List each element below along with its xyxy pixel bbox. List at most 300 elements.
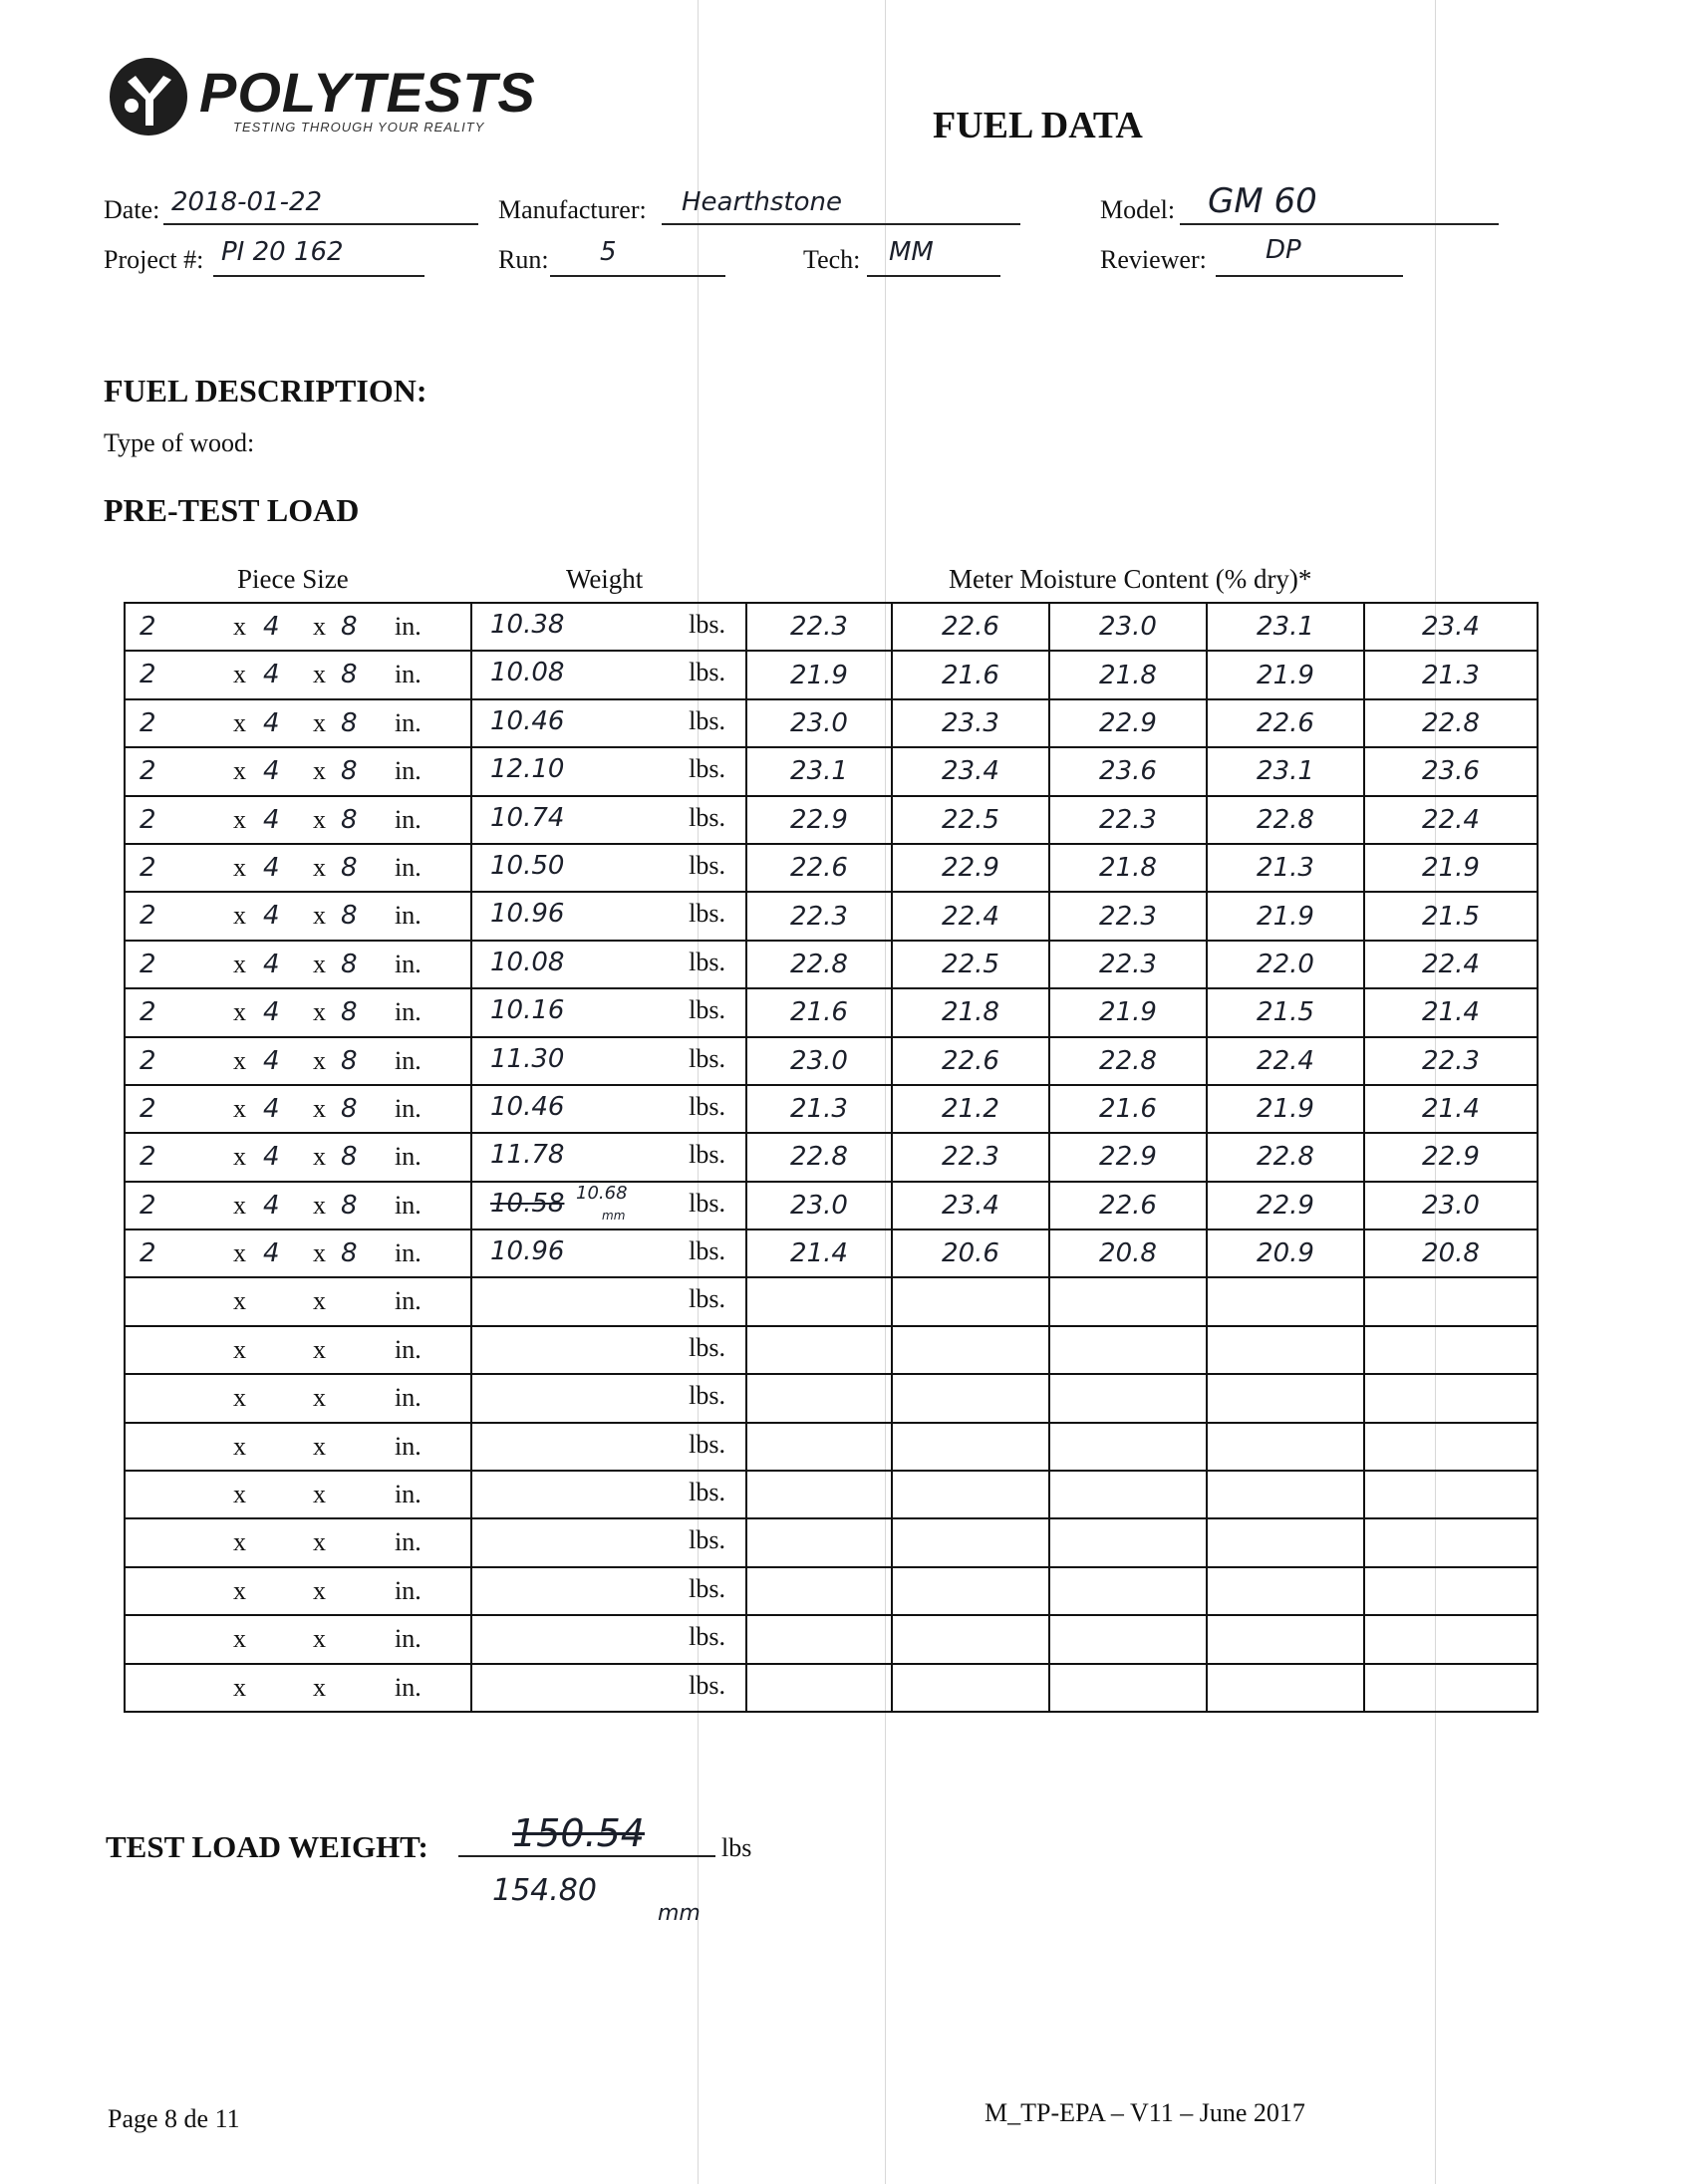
moisture-reading: 22.9	[1049, 1133, 1207, 1181]
test-load-weight-field	[458, 1855, 715, 1857]
piece-x-separator: x	[233, 852, 246, 882]
moisture-reading: 21.9	[1207, 651, 1364, 698]
moisture-reading: 22.4	[892, 892, 1049, 940]
weight-value: 11.78	[490, 1140, 565, 1171]
piece-unit: in.	[395, 1142, 422, 1172]
piece-x-separator: x	[233, 1672, 246, 1702]
piece-x-separator: x	[233, 1045, 246, 1075]
piece-x-separator: x	[233, 1527, 246, 1557]
moisture-reading	[892, 1471, 1049, 1518]
piece-unit: in.	[395, 1527, 422, 1557]
piece-size-cell	[125, 1374, 471, 1422]
piece-dim-a: 2	[140, 1238, 156, 1269]
piece-unit: in.	[395, 1190, 422, 1220]
moisture-reading: 20.8	[1049, 1229, 1207, 1277]
model-label: Model:	[1100, 195, 1176, 224]
piece-unit: in.	[395, 1334, 422, 1364]
piece-x-separator: x	[233, 756, 246, 786]
moisture-reading: 20.9	[1207, 1229, 1364, 1277]
moisture-reading: 22.6	[1207, 699, 1364, 747]
moisture-reading	[892, 1518, 1049, 1566]
tech-field	[867, 237, 1000, 277]
weight-cell	[471, 699, 746, 747]
project-label: Project #:	[104, 245, 204, 274]
moisture-reading: 23.1	[746, 747, 892, 795]
table-row	[125, 1277, 1538, 1325]
piece-x-separator: x	[313, 756, 326, 786]
piece-size-cell	[125, 1277, 471, 1325]
weight-unit: lbs.	[689, 1284, 725, 1314]
piece-x-separator: x	[233, 1142, 246, 1172]
piece-x-separator: x	[313, 804, 326, 834]
moisture-reading	[1049, 1471, 1207, 1518]
weight-cell	[471, 796, 746, 844]
piece-dim-c: 8	[341, 901, 358, 932]
piece-dim-b: 4	[263, 1142, 280, 1173]
moisture-reading: 20.8	[1364, 1229, 1538, 1277]
moisture-reading: 22.6	[1049, 1182, 1207, 1229]
moisture-reading	[1364, 1615, 1538, 1663]
correction-initials: mm	[602, 1208, 626, 1223]
moisture-reading: 21.5	[1207, 988, 1364, 1036]
moisture-reading: 22.6	[892, 1037, 1049, 1085]
piece-size-cell	[125, 1615, 471, 1663]
moisture-reading: 21.9	[1364, 844, 1538, 892]
test-load-weight-unit: lbs	[721, 1833, 752, 1862]
moisture-reading	[746, 1664, 892, 1712]
weight-cell	[471, 1133, 746, 1181]
moisture-reading	[1049, 1277, 1207, 1325]
piece-unit: in.	[395, 1480, 422, 1509]
piece-size-cell	[125, 699, 471, 747]
piece-unit: in.	[395, 756, 422, 786]
weight-unit: lbs.	[689, 947, 725, 976]
table-row	[125, 988, 1538, 1036]
piece-size-cell	[125, 1326, 471, 1374]
table-row	[125, 1326, 1538, 1374]
moisture-reading: 22.8	[1207, 796, 1364, 844]
weight-value: 10.58	[490, 1188, 565, 1219]
table-row	[125, 1423, 1538, 1471]
weight-value: 10.16	[490, 995, 565, 1026]
moisture-reading: 22.8	[746, 941, 892, 988]
piece-dim-a: 2	[140, 1045, 156, 1076]
piece-dim-b: 4	[263, 1238, 280, 1269]
piece-x-separator: x	[313, 1575, 326, 1605]
piece-size-cell	[125, 747, 471, 795]
moisture-reading	[1049, 1518, 1207, 1566]
piece-size-cell	[125, 651, 471, 698]
tech-label: Tech:	[803, 245, 861, 274]
moisture-reading	[746, 1326, 892, 1374]
weight-unit: lbs.	[689, 995, 725, 1025]
piece-dim-c: 8	[341, 949, 358, 979]
table-row	[125, 1182, 1538, 1229]
moisture-reading: 22.8	[1049, 1037, 1207, 1085]
weight-value: 10.96	[490, 899, 565, 930]
table-row	[125, 699, 1538, 747]
moisture-reading	[1049, 1423, 1207, 1471]
weight-unit: lbs.	[689, 1236, 725, 1266]
model-field	[1180, 181, 1499, 225]
moisture-reading: 22.3	[892, 1133, 1049, 1181]
piece-x-separator: x	[313, 1624, 326, 1654]
moisture-reading	[1364, 1567, 1538, 1615]
weight-correction: 10.68	[576, 1182, 628, 1204]
piece-dim-c: 8	[341, 1142, 358, 1173]
weight-unit: lbs.	[689, 1429, 725, 1459]
piece-x-separator: x	[233, 1334, 246, 1364]
moisture-reading: 21.9	[1207, 1085, 1364, 1133]
document-reference: M_TP-EPA – V11 – June 2017	[985, 2098, 1305, 2127]
moisture-reading	[1207, 1374, 1364, 1422]
moisture-reading	[892, 1326, 1049, 1374]
moisture-reading: 21.6	[1049, 1085, 1207, 1133]
moisture-reading	[1364, 1277, 1538, 1325]
moisture-reading: 21.3	[1207, 844, 1364, 892]
moisture-reading	[746, 1423, 892, 1471]
moisture-reading: 21.8	[892, 988, 1049, 1036]
moisture-reading: 23.1	[1207, 603, 1364, 651]
weight-unit: lbs.	[689, 658, 725, 687]
piece-x-separator: x	[313, 1672, 326, 1702]
piece-dim-b: 4	[263, 707, 280, 738]
piece-x-separator: x	[313, 1190, 326, 1220]
moisture-reading	[1207, 1423, 1364, 1471]
weight-unit: lbs.	[689, 1140, 725, 1170]
polytests-logo	[108, 56, 546, 139]
moisture-reading	[1207, 1664, 1364, 1712]
piece-x-separator: x	[313, 1093, 326, 1123]
piece-unit: in.	[395, 804, 422, 834]
moisture-reading	[1364, 1423, 1538, 1471]
moisture-reading: 21.3	[746, 1085, 892, 1133]
moisture-reading: 23.3	[892, 699, 1049, 747]
piece-x-separator: x	[313, 1527, 326, 1557]
test-load-weight-struck: 150.54	[512, 1811, 645, 1855]
piece-x-separator: x	[313, 660, 326, 689]
piece-x-separator: x	[313, 901, 326, 931]
table-row	[125, 603, 1538, 651]
piece-dim-b: 4	[263, 660, 280, 690]
piece-unit: in.	[395, 1238, 422, 1268]
moisture-reading	[892, 1615, 1049, 1663]
moisture-reading: 21.9	[746, 651, 892, 698]
weight-unit: lbs.	[689, 1622, 725, 1652]
piece-dim-b: 4	[263, 612, 280, 642]
moisture-reading	[1207, 1615, 1364, 1663]
moisture-reading	[1049, 1567, 1207, 1615]
weight-cell	[471, 1229, 746, 1277]
piece-x-separator: x	[313, 612, 326, 641]
piece-x-separator: x	[313, 707, 326, 737]
project-field	[213, 237, 424, 277]
moisture-reading: 21.4	[1364, 988, 1538, 1036]
moisture-reading	[1049, 1326, 1207, 1374]
moisture-reading: 21.8	[1049, 651, 1207, 698]
run-label: Run:	[498, 245, 549, 274]
moisture-reading: 22.3	[1049, 892, 1207, 940]
table-row	[125, 1615, 1538, 1663]
moisture-reading: 22.6	[746, 844, 892, 892]
moisture-reading: 22.9	[746, 796, 892, 844]
piece-x-separator: x	[313, 852, 326, 882]
piece-x-separator: x	[313, 997, 326, 1027]
weight-unit: lbs.	[689, 1478, 725, 1507]
weight-cell	[471, 651, 746, 698]
moisture-reading: 23.0	[746, 699, 892, 747]
moisture-reading	[1207, 1277, 1364, 1325]
weight-unit: lbs.	[689, 1188, 725, 1218]
moisture-reading	[1364, 1664, 1538, 1712]
piece-x-separator: x	[313, 1383, 326, 1413]
weight-cell	[471, 988, 746, 1036]
weight-cell	[471, 1037, 746, 1085]
piece-dim-c: 8	[341, 804, 358, 835]
weight-value: 10.08	[490, 947, 565, 977]
piece-size-cell	[125, 1664, 471, 1712]
moisture-reading	[1207, 1326, 1364, 1374]
moisture-reading	[746, 1518, 892, 1566]
moisture-reading: 21.3	[1364, 651, 1538, 698]
piece-size-cell	[125, 1471, 471, 1518]
moisture-reading	[746, 1615, 892, 1663]
weight-unit: lbs.	[689, 899, 725, 929]
moisture-header: Meter Moisture Content (% dry)*	[949, 564, 1312, 594]
reviewer-label: Reviewer:	[1100, 245, 1207, 274]
weight-value: 10.74	[490, 802, 565, 833]
piece-x-separator: x	[233, 1575, 246, 1605]
piece-x-separator: x	[233, 1238, 246, 1268]
piece-x-separator: x	[313, 1480, 326, 1509]
weight-unit: lbs.	[689, 1670, 725, 1700]
piece-x-separator: x	[313, 1238, 326, 1268]
piece-dim-b: 4	[263, 1190, 280, 1221]
moisture-reading	[892, 1277, 1049, 1325]
weight-cell	[471, 1423, 746, 1471]
moisture-reading: 22.4	[1207, 1037, 1364, 1085]
moisture-reading: 22.3	[1049, 941, 1207, 988]
weight-cell	[471, 1182, 746, 1229]
weight-cell	[471, 1277, 746, 1325]
brand-tagline: TESTING THROUGH YOUR REALITY	[233, 120, 485, 135]
table-row	[125, 1085, 1538, 1133]
table-row	[125, 1037, 1538, 1085]
project-value: PI 20 162	[221, 237, 344, 267]
piece-dim-a: 2	[140, 804, 156, 835]
piece-size-cell	[125, 1085, 471, 1133]
piece-dim-b: 4	[263, 852, 280, 883]
weight-header: Weight	[566, 564, 644, 594]
weight-unit: lbs.	[689, 802, 725, 832]
moisture-reading: 23.0	[1364, 1182, 1538, 1229]
piece-dim-c: 8	[341, 1238, 358, 1269]
weight-unit: lbs.	[689, 1381, 725, 1411]
table-row	[125, 1664, 1538, 1712]
piece-unit: in.	[395, 612, 422, 641]
piece-dim-c: 8	[341, 997, 358, 1028]
moisture-reading	[1049, 1664, 1207, 1712]
weight-cell	[471, 1664, 746, 1712]
moisture-reading: 22.5	[892, 941, 1049, 988]
moisture-reading	[892, 1664, 1049, 1712]
piece-x-separator: x	[233, 901, 246, 931]
moisture-reading: 22.8	[1364, 699, 1538, 747]
weight-unit: lbs.	[689, 1043, 725, 1073]
weight-unit: lbs.	[689, 1332, 725, 1362]
piece-x-separator: x	[313, 1334, 326, 1364]
weight-cell	[471, 1471, 746, 1518]
piece-dim-c: 8	[341, 852, 358, 883]
piece-size-cell	[125, 603, 471, 651]
moisture-reading: 21.6	[746, 988, 892, 1036]
piece-size-cell	[125, 1423, 471, 1471]
table-row	[125, 844, 1538, 892]
brand-name: POLYTESTS	[199, 61, 536, 124]
weight-unit: lbs.	[689, 1573, 725, 1603]
piece-dim-b: 4	[263, 997, 280, 1028]
moisture-reading: 23.0	[746, 1037, 892, 1085]
moisture-reading: 22.3	[746, 892, 892, 940]
table-row	[125, 747, 1538, 795]
piece-size-cell	[125, 1229, 471, 1277]
page-number: Page 8 de 11	[108, 2104, 240, 2133]
piece-size-cell	[125, 844, 471, 892]
weight-value: 11.30	[490, 1043, 565, 1074]
table-row	[125, 892, 1538, 940]
moisture-reading: 22.3	[746, 603, 892, 651]
moisture-reading: 22.9	[892, 844, 1049, 892]
moisture-reading: 22.8	[1207, 1133, 1364, 1181]
moisture-reading	[746, 1567, 892, 1615]
weight-value: 12.10	[490, 754, 565, 785]
piece-unit: in.	[395, 1045, 422, 1075]
weight-cell	[471, 1518, 746, 1566]
moisture-reading: 21.5	[1364, 892, 1538, 940]
date-label: Date:	[104, 195, 160, 224]
piece-dim-b: 4	[263, 804, 280, 835]
piece-dim-a: 2	[140, 612, 156, 642]
type-of-wood-label: Type of wood:	[104, 428, 255, 457]
piece-dim-b: 4	[263, 949, 280, 979]
piece-size-cell	[125, 988, 471, 1036]
piece-size-cell	[125, 1518, 471, 1566]
moisture-reading	[1049, 1374, 1207, 1422]
piece-dim-a: 2	[140, 1093, 156, 1124]
piece-dim-a: 2	[140, 756, 156, 787]
piece-x-separator: x	[233, 1480, 246, 1509]
moisture-reading: 23.1	[1207, 747, 1364, 795]
weight-unit: lbs.	[689, 610, 725, 639]
piece-dim-a: 2	[140, 949, 156, 979]
piece-unit: in.	[395, 707, 422, 737]
piece-size-header: Piece Size	[237, 564, 349, 594]
moisture-reading: 22.4	[1364, 796, 1538, 844]
piece-size-cell	[125, 1133, 471, 1181]
weight-cell	[471, 1374, 746, 1422]
moisture-reading	[746, 1277, 892, 1325]
piece-size-cell	[125, 941, 471, 988]
piece-dim-a: 2	[140, 901, 156, 932]
piece-x-separator: x	[233, 707, 246, 737]
moisture-reading	[746, 1374, 892, 1422]
moisture-reading	[892, 1374, 1049, 1422]
piece-unit: in.	[395, 852, 422, 882]
weight-unit: lbs.	[689, 705, 725, 735]
moisture-reading: 23.4	[892, 747, 1049, 795]
moisture-reading	[892, 1423, 1049, 1471]
weight-value: 10.08	[490, 658, 565, 688]
piece-x-separator: x	[233, 612, 246, 641]
weight-unit: lbs.	[689, 754, 725, 784]
moisture-reading: 23.4	[892, 1182, 1049, 1229]
piece-unit: in.	[395, 1575, 422, 1605]
fuel-description-heading: FUEL DESCRIPTION:	[104, 373, 427, 409]
piece-x-separator: x	[233, 997, 246, 1027]
piece-dim-c: 8	[341, 1093, 358, 1124]
piece-dim-c: 8	[341, 756, 358, 787]
moisture-reading	[1364, 1471, 1538, 1518]
weight-cell	[471, 1085, 746, 1133]
table-row	[125, 651, 1538, 698]
piece-unit: in.	[395, 901, 422, 931]
weight-unit: lbs.	[689, 1091, 725, 1121]
moisture-reading: 21.8	[1049, 844, 1207, 892]
piece-x-separator: x	[313, 1045, 326, 1075]
manufacturer-value: Hearthstone	[682, 187, 842, 217]
moisture-reading: 21.9	[1207, 892, 1364, 940]
weight-cell	[471, 603, 746, 651]
moisture-reading	[1207, 1518, 1364, 1566]
test-load-weight-corrected: 154.80	[492, 1873, 597, 1908]
manufacturer-label: Manufacturer:	[498, 195, 647, 224]
piece-x-separator: x	[233, 1190, 246, 1220]
piece-size-cell	[125, 1182, 471, 1229]
piece-x-separator: x	[233, 804, 246, 834]
moisture-reading: 21.2	[892, 1085, 1049, 1133]
moisture-reading: 22.9	[1207, 1182, 1364, 1229]
weight-value: 10.46	[490, 1091, 565, 1122]
piece-size-cell	[125, 892, 471, 940]
moisture-reading: 23.0	[746, 1182, 892, 1229]
weight-cell	[471, 1615, 746, 1663]
table-row	[125, 1567, 1538, 1615]
moisture-reading	[1364, 1326, 1538, 1374]
manufacturer-field	[662, 187, 1020, 225]
piece-dim-b: 4	[263, 756, 280, 787]
moisture-reading	[1049, 1615, 1207, 1663]
piece-unit: in.	[395, 1286, 422, 1316]
moisture-reading: 22.6	[892, 603, 1049, 651]
piece-x-separator: x	[233, 660, 246, 689]
moisture-reading	[746, 1471, 892, 1518]
piece-dim-a: 2	[140, 852, 156, 883]
moisture-reading: 22.9	[1364, 1133, 1538, 1181]
weight-cell	[471, 844, 746, 892]
moisture-reading: 20.6	[892, 1229, 1049, 1277]
piece-dim-a: 2	[140, 660, 156, 690]
table-row	[125, 1229, 1538, 1277]
table-row	[125, 1518, 1538, 1566]
model-value: GM 60	[1208, 181, 1317, 221]
run-value: 5	[600, 237, 617, 267]
piece-dim-c: 8	[341, 1045, 358, 1076]
piece-unit: in.	[395, 949, 422, 978]
reviewer-value: DP	[1266, 235, 1301, 265]
weight-unit: lbs.	[689, 1525, 725, 1555]
table-row	[125, 1471, 1538, 1518]
piece-size-cell	[125, 1037, 471, 1085]
